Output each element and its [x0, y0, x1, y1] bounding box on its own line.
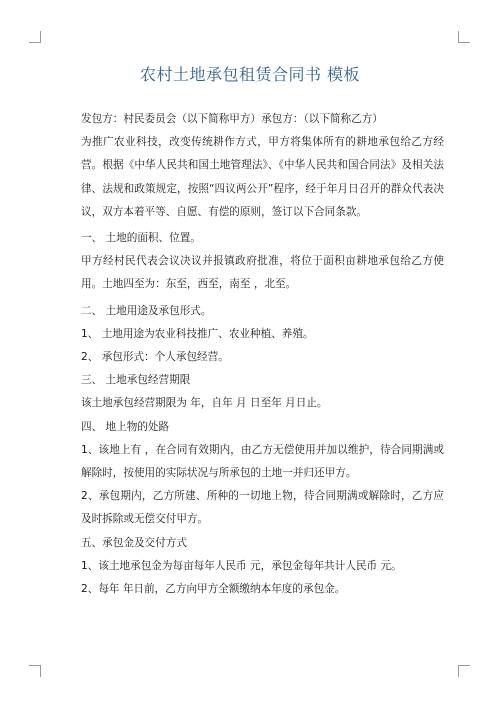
- section-heading-2: 二、 土地用途及承包形式。: [81, 304, 212, 317]
- crop-mark-top-left-v: [40, 31, 41, 43]
- crop-mark-bottom-right-h: [458, 665, 470, 666]
- paragraph-contract-form: 2、 承包形式：个人承包经营。: [81, 351, 229, 364]
- paragraph-preamble: 为推广农业科技，改变传统耕作方式，甲方将集体所有的耕地承包给乙方经营。根据《中华人民共和国土地管理法》、《中华人民共和国合同法》及相关法律、法规和政策规定，按照“四议两公开”程序，经于年月日召开的群众代表决议，双方本着平等、自愿、有偿的原则，签订以下合同条款。: [81, 136, 444, 218]
- document-body: [60, 108, 444, 601]
- section-heading-1: 一、 土地的面积、位置。: [81, 232, 201, 245]
- section-heading-4: 四、 地上物的处路: [81, 420, 170, 433]
- paragraph-land-use: 1、 土地用途为农业科技推广、农业种植、养殖。: [81, 327, 314, 340]
- section-heading-3: 三、 土地承包经营期限: [81, 374, 191, 387]
- paragraph-parties: 发包方：村民委员会（以下简称甲方）承包方：（以下简称乙方）: [81, 113, 383, 125]
- paragraph-existing-structures: 1、该地上有 ，在合同有效期内，由乙方无偿使用并加以维护，待合同期满或解除时，按使用的实际状况与所承包的土地一并归还甲方。: [81, 443, 444, 480]
- paragraph-fee-payment: 2、每年 年日前，乙方向甲方全额缴纳本年度的承包金。: [81, 583, 346, 596]
- crop-mark-top-right-h: [458, 42, 470, 43]
- paragraph-term: 该土地承包经营期限为 年，自年 月 日至年 月日止。: [81, 397, 328, 410]
- crop-mark-top-right-v: [458, 31, 459, 43]
- paragraph-new-structures: 2、承包期内，乙方所建、所种的一切地上物，待合同期满或解除时，乙方应及时拆除或无偿交付甲方。: [81, 490, 444, 526]
- crop-mark-bottom-right-v: [458, 665, 459, 677]
- crop-mark-bottom-left-v: [40, 665, 41, 677]
- section-heading-5: 五、承包金及交付方式: [81, 536, 187, 549]
- document-title: 农村土地承包租赁合同书 模板: [139, 65, 361, 84]
- paragraph-fee-amount: 1、该土地承包金为每亩每年人民币 元，承包金每年共计人民币 元。: [81, 559, 402, 572]
- paragraph-land-location: 甲方经村民代表会议决议并报镇政府批准，将位于面积亩耕地承包给乙方使用。土地四至为：东至，西至，南至 ，北至。: [81, 255, 444, 291]
